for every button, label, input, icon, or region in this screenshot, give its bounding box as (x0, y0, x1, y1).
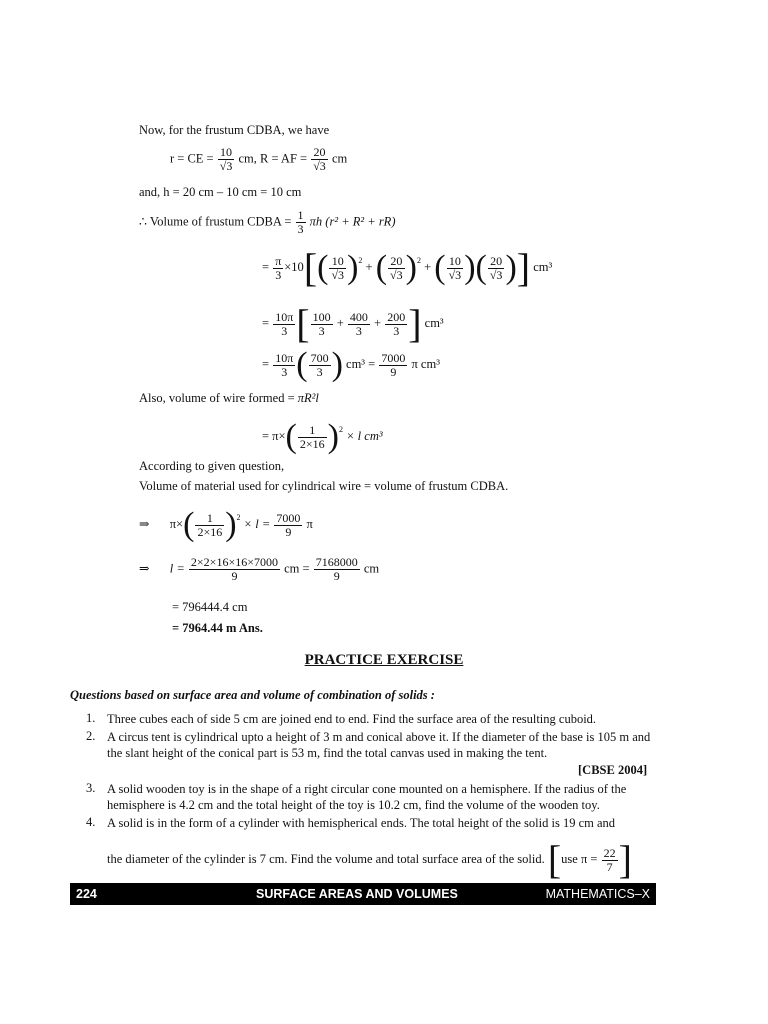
volume-step-2: = $\frac{10\pi}{3}$ [ $\frac{100}{3}$ + $\frac{400}{3}$ + $\frac{200}{3}$ ] cm³ (262, 301, 444, 346)
page-footer (70, 883, 656, 905)
result-answer: = 7964.44 m Ans. (172, 621, 263, 635)
question-2-text: A circus tent is cylindrical upto a height of 3 m and conical above it. If the diameter of the base is 105 m and the slant height of the conical part is 53 m, find the total canvas used in making the tent. (107, 730, 651, 760)
question-1-text: Three cubes each of side 5 cm are joined end to end. Find the surface area of the resulting cuboid. (107, 712, 597, 726)
given-line-2: Volume of material used for cylindrical wire = volume of frustum CDBA. (139, 479, 509, 493)
radius-definition: r = CE = $\frac{10}{√3}$ cm, R = AF = $\frac{20}{√3}$ cm (170, 145, 348, 173)
given-line-1: According to given question, (139, 459, 285, 473)
question-2-number: 2. (86, 729, 96, 743)
intro-text: Now, for the frustum CDBA, we have (139, 123, 330, 137)
question-3-text: A solid wooden toy is in the shape of a right circular cone mounted on a hemisphere. If the radius of the hemisphere is 4.2 cm and the total height of the toy is 10.2 cm, find the volume of the wooden toy. (107, 782, 627, 812)
questions-heading: Questions based on surface area and volume of combination of solids : (70, 688, 435, 702)
question-4-text: A solid is in the form of a cylinder with hemispherical ends. The total height of the solid is 19 cm and (107, 816, 616, 830)
question-4-continuation: the diameter of the cylinder is 7 cm. Find the volume and total surface area of the solid. [use π = $\frac{22}{7}$ ] (107, 837, 632, 882)
question-4-number: 4. (86, 815, 96, 829)
wire-volume-step: = π×( $\frac{1}{2\times 16}$ )$^2$ × l cm³ (262, 418, 383, 455)
height-definition: and, h = 20 cm – 10 cm = 10 cm (139, 185, 302, 199)
equation-2: ⇒ l = $\frac{2\times 2\times 16\times 16\times 7000}{9}$ cm = $\frac{7168000}{9}$ cm (139, 555, 380, 583)
volume-step-1: = $\frac{\pi}{3}$ ×10[( $\frac{10}{√3}$ )$^2$ + ( $\frac{20}{√3}$ )$^2$ + ( $\frac{10}{√3}$ )( $\frac{20}{√3}$ )] cm³ (262, 245, 553, 290)
page-number: 224 (76, 887, 97, 901)
cbse-tag: [CBSE 2004] (578, 763, 648, 777)
chapter-title: SURFACE AREAS AND VOLUMES (256, 887, 458, 901)
result-cm: = 796444.4 cm (172, 600, 248, 614)
book-title: MATHEMATICS–X (545, 887, 650, 901)
wire-volume-formula: Also, volume of wire formed = πR²l (139, 391, 319, 405)
practice-exercise-heading: PRACTICE EXERCISE (304, 652, 464, 668)
volume-step-3: = $\frac{10\pi}{3}$ ( $\frac{700}{3}$ ) cm³ = $\frac{7000}{9}$ π cm³ (262, 346, 440, 383)
equation-1: ⇒ π×( $\frac{1}{2\times 16}$ )$^2$ × l = $\frac{7000}{9}$ π (139, 506, 313, 543)
question-1-number: 1. (86, 711, 96, 725)
question-3-number: 3. (86, 781, 96, 795)
volume-frustum-formula: ∴ Volume of frustum CDBA = $\frac{1}{3}$ πh (r² + R² + rR) (139, 208, 396, 236)
